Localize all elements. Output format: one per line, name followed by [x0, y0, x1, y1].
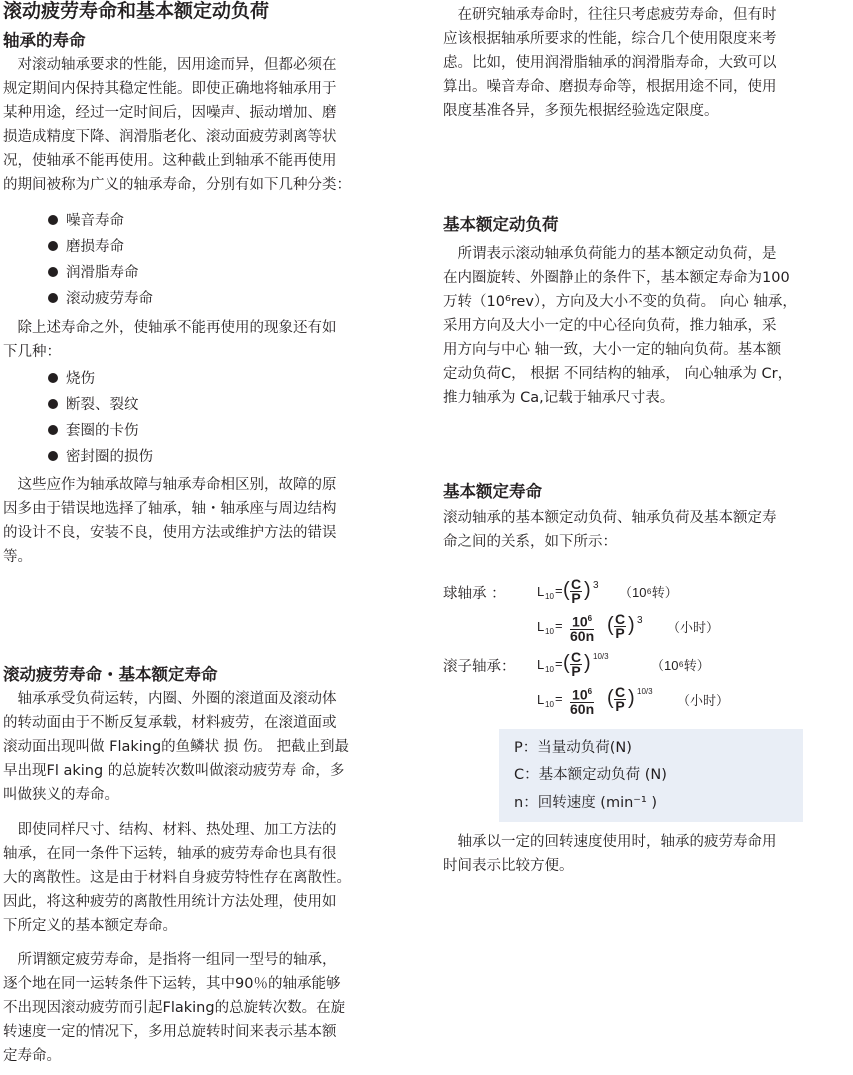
- ball-bearing-label: 球轴承 ：: [443, 586, 506, 602]
- text-line: 虑。比如，使用润滑脂轴承的润滑脂寿命，大致可以: [443, 55, 777, 71]
- legend-n: n：回转速度 (min⁻¹ ): [514, 795, 658, 811]
- text-line: 在内圈旋转、外圈静止的条件下，基本额定寿命为100: [443, 270, 790, 286]
- bullet-icon: [48, 373, 58, 383]
- text-line: 命之间的关系，如下所示：: [443, 534, 617, 550]
- legend-p: P：当量动负荷(N): [514, 740, 632, 756]
- text-line: 损造成精度下降、润滑脂老化、滚动面疲劳剥离等状: [3, 129, 337, 145]
- text-line: 在研究轴承寿命时，往往只考虑疲劳寿命，但有时: [443, 7, 777, 23]
- paragraph-relation: [443, 506, 853, 554]
- life-formulas: 球轴承 ： L 10 = ( $\frac{C}{P}$ ) 3 （10⁶转） L 10 = $\frac{10^6}{60n}$ ( $\frac{C}{P}$ ) 3 （小时） 滚子轴承： L 10 = ( $\frac{C}{P}$ ) 10/3 （10⁶转） L 10 = $\frac{10^6}{60n}$ ( $\frac{C}{P}$ ) 10/3 （小时）: [443, 576, 730, 717]
- bullet-icon: [48, 451, 58, 461]
- failure-list: [48, 366, 153, 470]
- fraction-c-over-p: $\frac{C}{P}$: [571, 649, 582, 679]
- text-line: 定寿命。: [3, 1048, 61, 1064]
- bullet-icon: [48, 215, 58, 225]
- text-line: 叫做狭义的寿命。: [3, 787, 119, 803]
- text-line: 早出现Fl aking 的总旋转次数叫做滚动疲劳寿 命，多: [3, 763, 345, 779]
- section-title-rated-life: 基本额定寿命: [443, 482, 542, 501]
- unit-hour: （小时）: [667, 620, 720, 635]
- fraction-million-over-60n: $\frac{10^6}{60n}$: [570, 613, 595, 644]
- section-title-fatigue-life: 滚动疲劳寿命・基本额定寿命: [3, 665, 218, 684]
- bullet-icon: [48, 399, 58, 409]
- list-item: 断裂、裂纹: [48, 392, 153, 418]
- text-line: 定动负荷C， 根据 不同结构的轴承， 向心轴承为 Cr，: [443, 366, 793, 382]
- legend-c: C：基本额定动负荷 (N): [514, 767, 667, 783]
- paragraph-failure-vs-life: [3, 473, 413, 569]
- text-line: 所谓额定疲劳寿命，是指将一组同一型号的轴承，: [3, 952, 337, 968]
- text-line: 时间表示比较方便。: [443, 858, 574, 874]
- text-line: 下所定义的基本额定寿命。: [3, 918, 177, 934]
- text-line: 限度基准各异，多预先根据经验选定限度。: [443, 103, 719, 119]
- text-line: 况，使轴承不能再使用。这种截止到轴承不能再使用: [3, 153, 337, 169]
- text-line: 所谓表示滚动轴承负荷能力的基本额定动负荷，是: [443, 246, 777, 262]
- section-title-dynamic-load: 基本额定动负荷: [443, 215, 559, 234]
- text-line: 滚动轴承的基本额定动负荷、轴承负荷及基本额定寿: [443, 510, 777, 526]
- text-line: 用方向与中心 轴一致，大小一定的轴向负荷。基本额: [443, 342, 782, 358]
- list-item: 滚动疲劳寿命: [48, 286, 153, 312]
- paragraph-bearing-life: [3, 53, 413, 197]
- text-line: 这些应作为轴承故障与轴承寿命相区别，故障的原: [3, 477, 337, 493]
- text-line: 的期间被称为广义的轴承寿命，分别有如下几种分类：: [3, 177, 351, 193]
- unit-rev: （10⁶转）: [651, 658, 710, 673]
- paragraph-scatter: [3, 818, 418, 938]
- text-line: 万转（10⁶rev），方向及大小不变的负荷。 向心 轴承，: [443, 294, 797, 310]
- fraction-million-over-60n: $\frac{10^6}{60n}$: [570, 686, 595, 717]
- paragraph-time-expression: [443, 830, 853, 878]
- paragraph-other-failures: [3, 316, 413, 364]
- text-line: 应该根据轴承所要求的性能，综合几个使用限度来考: [443, 31, 777, 47]
- unit-rev: （10⁶转）: [619, 585, 678, 600]
- text-line: 对滚动轴承要求的性能，因用途而异，但都必须在: [3, 57, 337, 73]
- list-item: 噪音寿命: [48, 208, 153, 234]
- text-line: 规定期间内保持其稳定性能。即使正确地将轴承用于: [3, 81, 337, 97]
- text-line: 除上述寿命之外，使轴承不能再使用的现象还有如: [3, 320, 337, 336]
- text-line: 轴承，在同一条件下运转，轴承的疲劳寿命也具有很: [3, 846, 337, 862]
- text-line: 滚动面出现叫做 Flaking的鱼鳞状 损 伤。 把截止到最: [3, 739, 350, 755]
- text-line: 即使同样尺寸、结构、材料、热处理、加工方法的: [3, 822, 337, 838]
- bullet-icon: [48, 425, 58, 435]
- text-line: 大的离散性。这是由于材料自身疲劳特性存在离散性。: [3, 870, 351, 886]
- text-line: 逐个地在同一运转条件下运转，其中90％的轴承能够: [3, 976, 341, 992]
- life-type-list: [48, 208, 153, 312]
- roller-bearing-label: 滚子轴承：: [443, 659, 516, 675]
- text-line: 某种用途，经过一定时间后，因噪声、振动增加、磨: [3, 105, 337, 121]
- list-item: 密封圈的损伤: [48, 444, 153, 470]
- bullet-icon: [48, 293, 58, 303]
- list-item: 套圈的卡伤: [48, 418, 153, 444]
- text-line: 的转动面由于不断反复承载，材料疲劳，在滚道面或: [3, 715, 337, 731]
- fraction-c-over-p: $\frac{C}{P}$: [571, 576, 582, 606]
- bullet-icon: [48, 267, 58, 277]
- page-title: 滚动疲劳寿命和基本额定动负荷: [3, 0, 270, 22]
- list-item: 烧伤: [48, 366, 153, 392]
- text-line: 的设计不良，安装不良，使用方法或维护方法的错误: [3, 525, 337, 541]
- text-line: 推力轴承为 Ca,记载于轴承尺寸表。: [443, 390, 675, 406]
- fraction-c-over-p: $\frac{C}{P}$: [615, 684, 626, 714]
- text-line: 轴承以一定的回转速度使用时，轴承的疲劳寿命用: [443, 834, 777, 850]
- unit-hour: （小时）: [677, 693, 730, 708]
- text-line: 不出现因滚动疲劳而引起Flaking的总旋转次数。在旋: [3, 1000, 346, 1016]
- paragraph-dynamic-load: [443, 242, 853, 410]
- text-line: 因多由于错误地选择了轴承，轴・轴承座与周边结构: [3, 501, 337, 517]
- paragraph-usage-limits: [443, 3, 851, 123]
- fraction-c-over-p: $\frac{C}{P}$: [615, 611, 626, 641]
- paragraph-fatigue: [3, 687, 413, 807]
- text-line: 因此，将这种疲劳的离散性用统计方法处理，使用如: [3, 894, 337, 910]
- text-line: 算出。噪音寿命、磨损寿命等，根据用途不同，使用: [443, 79, 777, 95]
- text-line: 轴承承受负荷运转，内圈、外圈的滚道面及滚动体: [3, 691, 337, 707]
- text-line: 采用方向及大小一定的中心径向负荷，推力轴承，采: [443, 318, 777, 334]
- text-line: 等。: [3, 549, 32, 565]
- list-item: 磨损寿命: [48, 234, 153, 260]
- list-item: 润滑脂寿命: [48, 260, 153, 286]
- text-line: 下几种：: [3, 344, 61, 360]
- text-line: 转速度一定的情况下，多用总旋转时间来表示基本额: [3, 1024, 337, 1040]
- bullet-icon: [48, 241, 58, 251]
- section-title-bearing-life: 轴承的寿命: [3, 31, 86, 50]
- paragraph-rated-life: [3, 948, 413, 1068]
